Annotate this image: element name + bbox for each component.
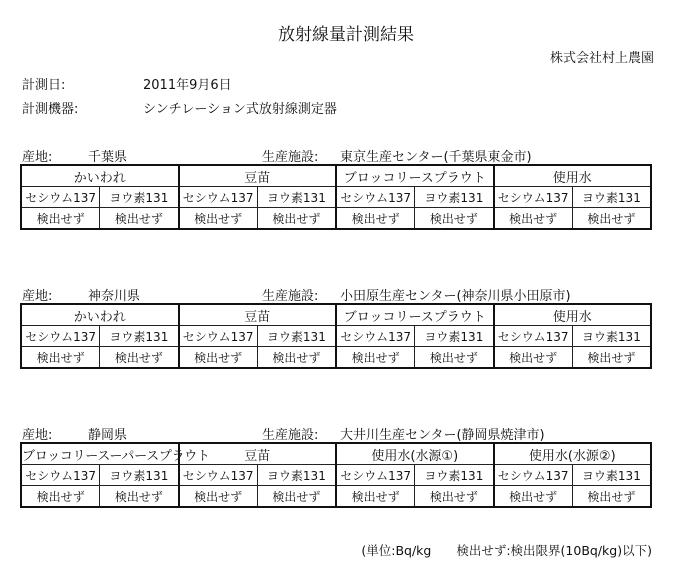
facility-value: 東京生産センター(千葉県東金市) — [340, 150, 532, 165]
facility-value: 小田原生産センター(神奈川県小田原市) — [340, 289, 571, 304]
result-cell: 検出せず — [336, 347, 415, 369]
result-cell: 検出せず — [494, 208, 573, 230]
isotope-cell: セシウム137 — [336, 187, 415, 208]
origin-label: 産地: — [22, 289, 53, 304]
date-label: 計測日: — [22, 78, 66, 93]
product-header: ブロッコリースプラウト — [336, 165, 494, 187]
result-cell: 検出せず — [572, 208, 651, 230]
result-cell: 検出せず — [415, 347, 494, 369]
isotope-cell: セシウム137 — [336, 326, 415, 347]
result-cell: 検出せず — [257, 347, 336, 369]
product-header: ブロッコリースーパースプラウト — [21, 443, 179, 465]
isotope-cell: ヨウ素131 — [415, 465, 494, 486]
result-cell: 検出せず — [179, 486, 258, 508]
facility-label: 生産施設: — [262, 150, 319, 165]
result-cell: 検出せず — [572, 347, 651, 369]
product-header: 使用水(水源①) — [336, 443, 494, 465]
facility-label: 生産施設: — [262, 428, 319, 443]
document-title: 放射線量計測結果 — [278, 25, 414, 45]
result-cell: 検出せず — [100, 347, 179, 369]
result-cell: 検出せず — [257, 208, 336, 230]
isotope-cell: ヨウ素131 — [100, 187, 179, 208]
isotope-cell: ヨウ素131 — [415, 187, 494, 208]
product-header: 使用水 — [494, 165, 652, 187]
product-header: 豆苗 — [179, 165, 337, 187]
isotope-cell: ヨウ素131 — [100, 326, 179, 347]
isotope-cell: セシウム137 — [21, 187, 100, 208]
result-cell: 検出せず — [21, 347, 100, 369]
company-name: 株式会社村上農園 — [549, 51, 654, 66]
isotope-cell: セシウム137 — [494, 187, 573, 208]
product-header: 豆苗 — [179, 304, 337, 326]
isotope-cell: ヨウ素131 — [100, 465, 179, 486]
result-cell: 検出せず — [494, 486, 573, 508]
product-header: 使用水(水源②) — [494, 443, 652, 465]
isotope-cell: セシウム137 — [494, 465, 573, 486]
origin-label: 産地: — [22, 150, 53, 165]
isotope-cell: ヨウ素131 — [572, 187, 651, 208]
result-cell: 検出せず — [179, 208, 258, 230]
result-cell: 検出せず — [100, 486, 179, 508]
device-value: シンチレーション式放射線測定器 — [143, 102, 337, 117]
origin-value: 千葉県 — [88, 150, 128, 165]
result-cell: 検出せず — [336, 208, 415, 230]
unit-footnote: (単位:Bq/kg 検出せず:検出限界(10Bq/kg)以下) — [361, 543, 652, 558]
isotope-cell: ヨウ素131 — [257, 326, 336, 347]
origin-label: 産地: — [22, 428, 53, 443]
origin-value: 神奈川県 — [88, 289, 141, 304]
isotope-cell: セシウム137 — [179, 326, 258, 347]
result-cell: 検出せず — [179, 347, 258, 369]
results-table — [20, 442, 652, 508]
result-cell: 検出せず — [572, 486, 651, 508]
product-header: 豆苗 — [179, 443, 337, 465]
isotope-cell: ヨウ素131 — [257, 465, 336, 486]
result-cell: 検出せず — [100, 208, 179, 230]
product-header: 使用水 — [494, 304, 652, 326]
product-header: ブロッコリースプラウト — [336, 304, 494, 326]
result-cell: 検出せず — [415, 486, 494, 508]
isotope-cell: セシウム137 — [494, 326, 573, 347]
product-header: かいわれ — [21, 165, 179, 187]
device-label: 計測機器: — [22, 102, 79, 117]
result-cell: 検出せず — [21, 208, 100, 230]
isotope-cell: セシウム137 — [21, 465, 100, 486]
facility-label: 生産施設: — [262, 289, 319, 304]
result-cell: 検出せず — [415, 208, 494, 230]
result-cell: 検出せず — [257, 486, 336, 508]
isotope-cell: ヨウ素131 — [257, 187, 336, 208]
isotope-cell: ヨウ素131 — [572, 326, 651, 347]
result-cell: 検出せず — [336, 486, 415, 508]
isotope-cell: セシウム137 — [179, 465, 258, 486]
results-table — [20, 303, 652, 369]
isotope-cell: セシウム137 — [179, 187, 258, 208]
product-header: かいわれ — [21, 304, 179, 326]
isotope-cell: ヨウ素131 — [415, 326, 494, 347]
results-table — [20, 164, 652, 230]
facility-value: 大井川生産センター(静岡県焼津市) — [340, 428, 545, 443]
isotope-cell: セシウム137 — [21, 326, 100, 347]
isotope-cell: セシウム137 — [336, 465, 415, 486]
result-cell: 検出せず — [494, 347, 573, 369]
origin-value: 静岡県 — [88, 428, 128, 443]
date-value: 2011年9月6日 — [143, 78, 232, 93]
result-cell: 検出せず — [21, 486, 100, 508]
isotope-cell: ヨウ素131 — [572, 465, 651, 486]
